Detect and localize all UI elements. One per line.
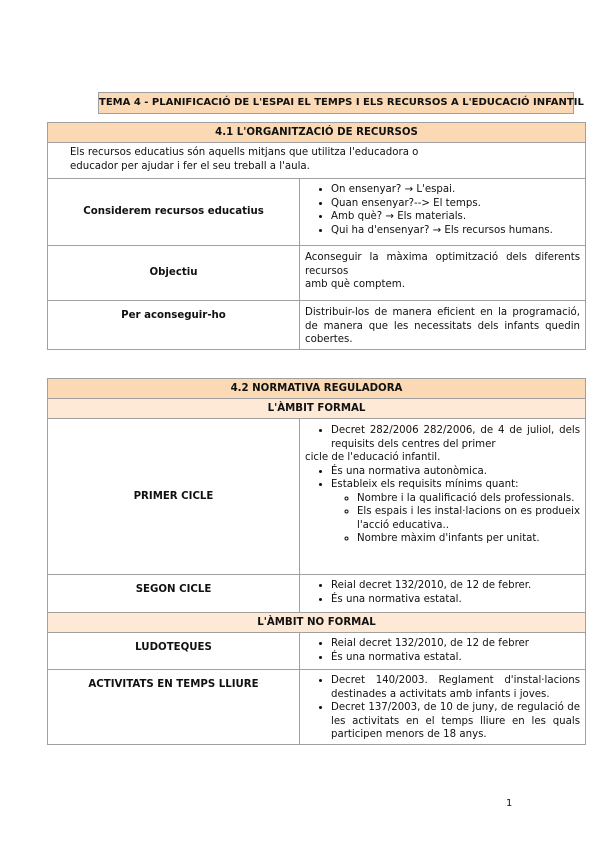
- section-header: 4.2 NORMATIVA REGULADORA: [48, 379, 586, 399]
- intro-text: Els recursos educatius són aquells mitjans que utilitza l'educadora o educador per ajudar i fer el seu treball a l'aula.: [48, 143, 586, 179]
- page-number: 1: [506, 798, 513, 809]
- activitats-list: [300, 670, 586, 745]
- list-item: • Decret 282/2006 282/2006, de 4 de juliol, dels requisits dels centres del primer: [331, 424, 580, 451]
- primer-cicle-list: [300, 419, 586, 575]
- list-item: • És una normativa autonòmica.: [331, 465, 580, 479]
- list-item: • És una normativa estatal.: [331, 593, 580, 607]
- topic-banner: TEMA 4 - PLANIFICACIÓ DE L'ESPAI EL TEMPS I ELS RECURSOS A L'EDUCACIÓ INFANTIL: [98, 92, 574, 114]
- list-item-continuation: cicle de l'educació infantil.: [305, 452, 441, 463]
- resource-list: [300, 179, 586, 246]
- row-label: Objectiu: [48, 246, 300, 301]
- section-header: 4.1 L'ORGANITZACIÓ DE RECURSOS: [48, 123, 586, 143]
- regulation-table: [47, 378, 586, 745]
- row-label: SEGON CICLE: [48, 575, 300, 613]
- list-item: • On ensenyar? → L'espai.: [331, 183, 580, 197]
- row-label: ACTIVITATS EN TEMPS LLIURE: [48, 670, 300, 745]
- sub-list-item: ◦ Els espais i les instal·lacions on es produeix l'acció educativa..: [357, 505, 580, 532]
- row-label: Considerem recursos educatius: [48, 179, 300, 246]
- list-item: • Estableix els requisits mínims quant: ◦ Nombre i la qualificació dels professionals. ◦ Els espais i les instal·lacions on es produeix l'acció educativa.. ◦ Nombre màxim d'infants per unitat.: [331, 478, 580, 546]
- list-item: • Reial decret 132/2010, de 12 de febrer.: [331, 579, 580, 593]
- subsection-header: L'ÀMBIT NO FORMAL: [48, 613, 586, 633]
- resources-table: [47, 122, 586, 350]
- list-item: • Decret 137/2003, de 10 de juny, de regulació de les activitats en el temps lliure en les quals participen menors de 18 anys.: [331, 701, 580, 742]
- row-label: Per aconseguir-ho: [48, 301, 300, 350]
- subsection-header: L'ÀMBIT FORMAL: [48, 399, 586, 419]
- list-item: • Qui ha d'ensenyar? → Els recursos humans.: [331, 224, 580, 238]
- sub-list-item: ◦ Nombre i la qualificació dels professionals.: [357, 492, 580, 506]
- segon-cicle-list: [300, 575, 586, 613]
- row-label: PRIMER CICLE: [48, 419, 300, 575]
- ludoteques-list: [300, 633, 586, 670]
- list-item: • Decret 140/2003. Reglament d'instal·lacions destinades a activitats amb infants i joves.: [331, 674, 580, 701]
- objective-text: Aconseguir la màxima optimització dels diferents recursos amb què comptem.: [300, 246, 586, 301]
- list-item: • Reial decret 132/2010, de 12 de febrer: [331, 637, 580, 651]
- list-item: • Amb què? → Els materials.: [331, 210, 580, 224]
- list-item: • És una normativa estatal.: [331, 651, 580, 665]
- method-text: Distribuir-los de manera eficient en la programació, de manera que les necessitats dels infants quedin cobertes.: [300, 301, 586, 350]
- row-label: LUDOTEQUES: [48, 633, 300, 670]
- list-item: • Quan ensenyar?--> El temps.: [331, 197, 580, 211]
- sub-list-item: ◦ Nombre màxim d'infants per unitat.: [357, 532, 580, 546]
